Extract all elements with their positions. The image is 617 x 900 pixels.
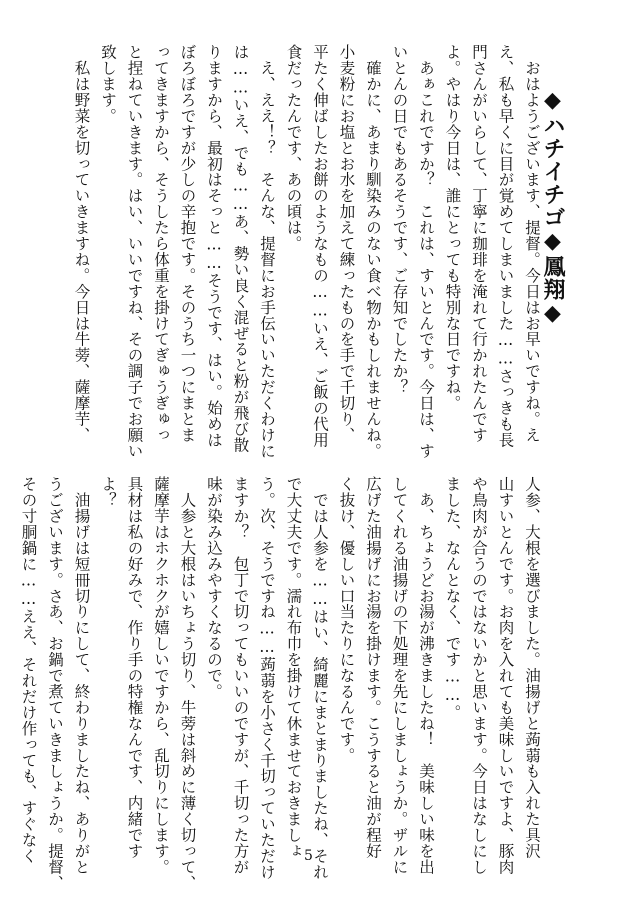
text-block-bottom: 人参、大根を選びました。油揚げと蒟蒻も入れた具沢 山すいとんです。お肉を入れても美味しいですよ、豚肉 や鳥肉が合うのではないかと思います。今日はなしにし ました、なんとなく、です……。 あ、ちょうどお湯が沸きましたね！ 美味しい味を出 してくれる油揚げの下処理を先にしましょうか。ザルに 広げた油揚げにお湯を掛けます。こうすると油が程好 く抜け、優しい口当たりになるんです。 では人参を……はい、綺麗にまとまりましたね、それ で大丈夫です。濡れ布巾を掛けて休ませておきましょ う。次、そうですね……蒟蒻を小さく千切っていただけ ますか？ 包丁で切ってもいいのですが、千切った方が 味が染み込みやすくなるので。 人参と大根はいちょう切り、牛蒡は斜めに薄く切って、 薩摩芋はホクホクが嬉しいですから、乱切りにします。 具材は私の好みで、作り手の特権なんです、内緒です よ？ 油揚げは短冊切りにして、終わりましたね、ありがと うございます。さあ、お鍋で煮ていきましょうか。提督、 その寸胴鍋に……ええ、それだけ作っても、すぐなく: [19, 476, 541, 891]
text-block-top: おはようございます、提督。今日はお早いですね。え え、私も早くに目が覚めてしまいました……さっきも長 門さんがいらして、丁寧に珈琲を淹れて行かれたんです よ。やはり今日は、誰にとっても特別な日ですね。 あぁこれですか？ これは、すいとんです。今日は、す いとんの日でもあるそうです、ご存知でしたか？ 確かに、あまり馴染みのない食べ物かもしれませんね。 小麦粉にお塩とお水を加えて練ったものを手で千切り、 平たく伸ばしたお餅のようなもの……いえ、ご飯の代用 食だったんです、あの頃は。 え、ええ！？ そんな、提督にお手伝いいただくわけに は……いえ、でも……あ、勢い良く混ぜると粉が飛び散 りますから、最初はそっと……そうです、はい。始めは ぼろぼろですが少しの辛抱です。そのうち一つにまとま ってきますから、そうしたら体重を掛けてぎゅうぎゅっ と捏ねていきます。はい、いいですね、その調子でお願い 致します。 私は野菜を切っていきますね。今日は牛蒡、薩摩芋、: [72, 44, 541, 459]
page-number: 5: [304, 848, 313, 864]
section-title: ◆ハチイチゴ◆鳳翔◆: [540, 88, 565, 327]
